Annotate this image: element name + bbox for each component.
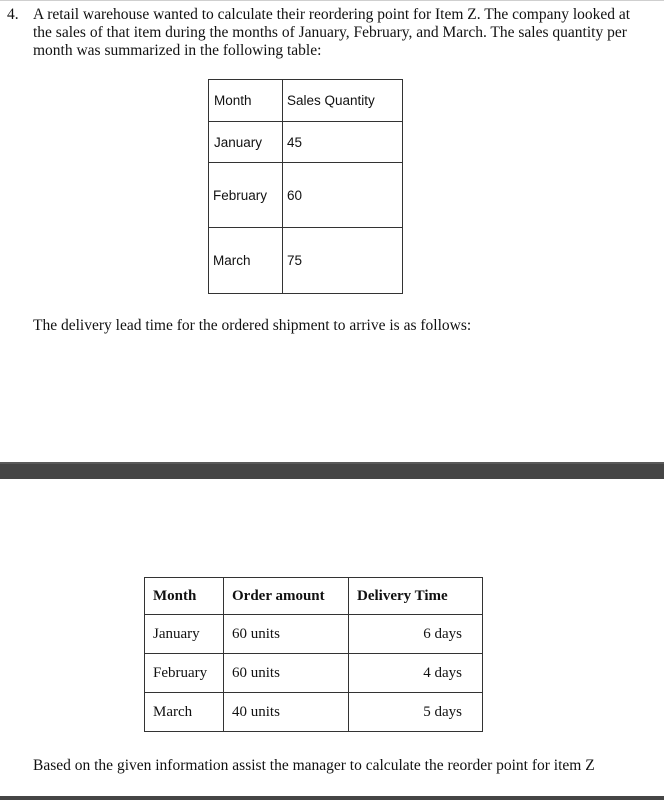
header-cell-delivery-time: Delivery Time bbox=[349, 578, 483, 615]
table-cell: 60 bbox=[283, 163, 403, 228]
table-row bbox=[145, 615, 483, 654]
table-cell: 45 bbox=[283, 122, 403, 163]
question-number: 4. bbox=[7, 6, 19, 23]
table-row bbox=[145, 693, 483, 732]
table-cell: 60 units bbox=[224, 654, 349, 693]
table-header-row bbox=[209, 80, 403, 122]
table-row bbox=[145, 654, 483, 693]
table-cell: February bbox=[209, 163, 283, 228]
header-cell-month: Month bbox=[145, 578, 224, 615]
table-cell: 4 days bbox=[349, 654, 483, 693]
sales-quantity-table bbox=[208, 79, 403, 294]
table-cell: January bbox=[209, 122, 283, 163]
table-row bbox=[209, 163, 403, 228]
page-separator bbox=[0, 462, 664, 479]
table-cell: 60 units bbox=[224, 615, 349, 654]
document-page-2 bbox=[0, 479, 664, 797]
table-cell: 40 units bbox=[224, 693, 349, 732]
header-cell-order-amount: Order amount bbox=[224, 578, 349, 615]
table-row bbox=[209, 122, 403, 163]
table-cell: March bbox=[145, 693, 224, 732]
question-intro-text: A retail warehouse wanted to calculate their reordering point for Item Z. The company looked at the sales of that item during the months of January, February, and March. The sales quantity per month was summarized in the following table: bbox=[33, 6, 631, 59]
delivery-time-table bbox=[144, 577, 483, 732]
header-cell-sales-quantity: Sales Quantity bbox=[283, 80, 403, 122]
table-row bbox=[209, 228, 403, 294]
table-header-row bbox=[145, 578, 483, 615]
table-cell: January bbox=[145, 615, 224, 654]
final-question-text: Based on the given information assist the manager to calculate the reorder point for item Z bbox=[33, 757, 595, 774]
table-cell: 6 days bbox=[349, 615, 483, 654]
header-cell-month: Month bbox=[209, 80, 283, 122]
table-cell: March bbox=[209, 228, 283, 294]
table-cell: February bbox=[145, 654, 224, 693]
table-cell: 5 days bbox=[349, 693, 483, 732]
table-cell: 75 bbox=[283, 228, 403, 294]
lead-time-text: The delivery lead time for the ordered shipment to arrive is as follows: bbox=[33, 317, 472, 334]
page-separator bbox=[0, 796, 664, 800]
